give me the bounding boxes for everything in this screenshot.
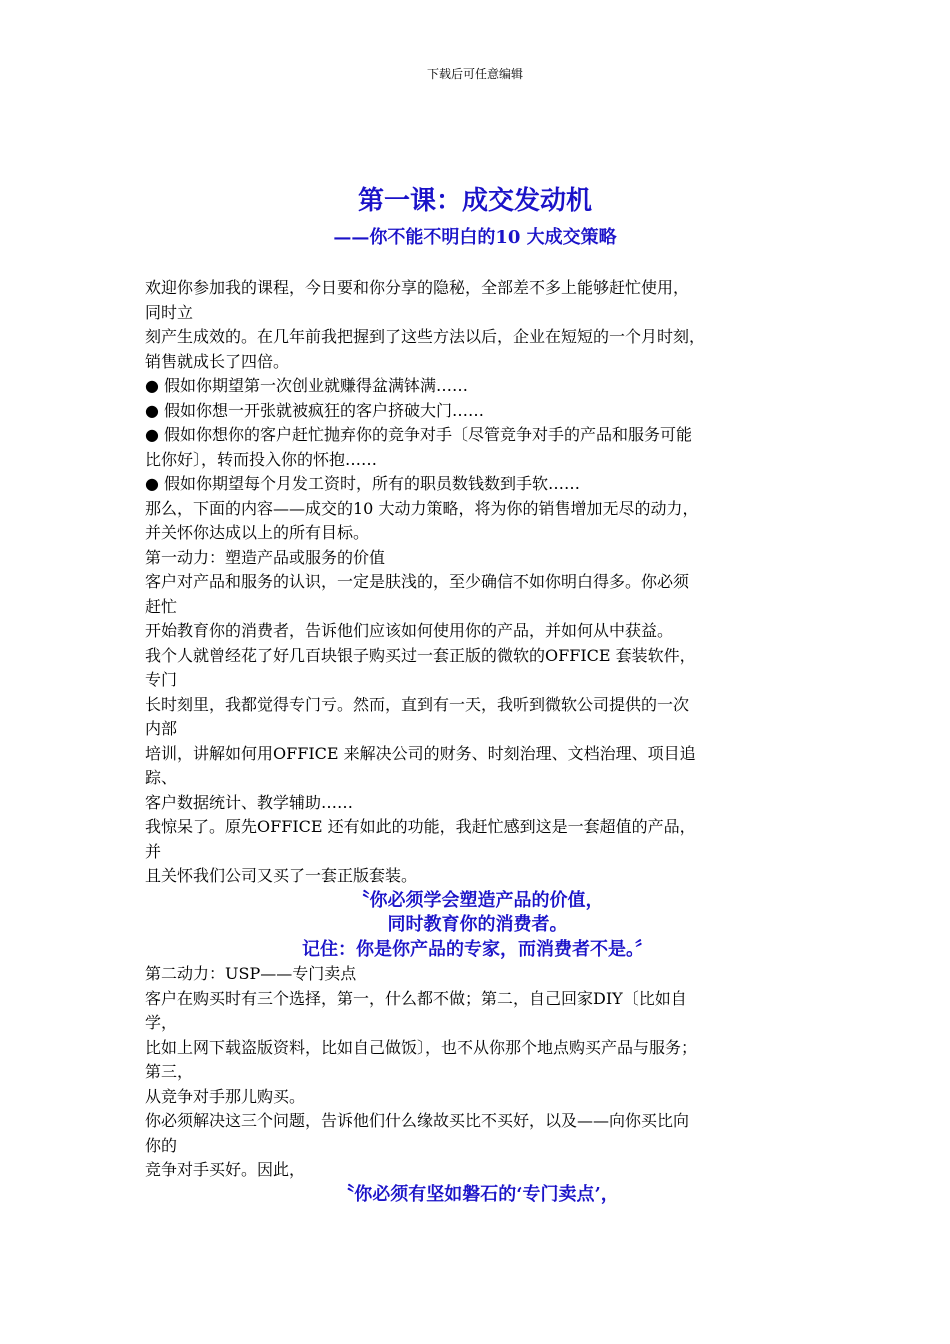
body-line: 销售就成长了四倍。 [145,351,290,371]
body-line: 赶忙 [145,596,178,616]
body-line: 开始教育你的消费者，告诉他们应该如何使用你的产品，并如何从中获益。 [145,621,674,640]
body-line: 你必须解决这三个问题，告诉他们什么缘故买比不买好，以及——向你买比向 [145,1111,690,1130]
body-line: 我个人就曾经花了好几百块银子购买过一套正版的微软的OFFICE 套装软件， [145,645,696,665]
body-line: ● 假如你想一开张就被疯狂的客户挤破大门…… [145,400,485,420]
page-title: 第一课：成交发动机 [357,186,592,216]
highlight-quote-line: 同时教育你的消费者。 [387,914,568,935]
page-header-note: 下载后可任意编辑 [426,67,523,81]
body-line: 同时立 [145,302,194,322]
body-line: 长时刻里，我都觉得专门亏。然而，直到有一天，我听到微软公司提供的一次 [145,694,690,714]
body-line: 比你好〕，转而投入你的怀抱…… [145,449,378,469]
body-line: 且关怀我们公司又买了一套正版套装。 [145,866,418,885]
body-line: ● 假如你期望每个月发工资时，所有的职员数钱数到手软…… [145,474,581,493]
body-line: ● 假如你想你的客户赶忙抛弃你的竞争对手〔尽管竞争对手的产品和服务可能 [145,425,693,444]
body-line: 第一动力：塑造产品或服务的价值 [145,547,386,567]
body-line: 并 [145,841,162,861]
body-line: 从竞争对手那儿购买。 [145,1086,306,1106]
body-line: 第三， [145,1062,194,1081]
body-line: 专门 [145,670,178,689]
body-line: 比如上网下载盗版资料，比如自己做饭〕，也不从你那个地点购买产品与服务； [145,1037,698,1057]
body-line: 客户在购买时有三个选择，第一，什么都不做；第二，自己回家DIY〔比如自 [145,988,687,1008]
body-line: 竞争对手买好。因此， [145,1160,306,1179]
body-line: 欢迎你参加我的课程，今日要和你分享的隐秘，全部差不多上能够赶忙使用， [145,278,690,297]
body-line: 那么，下面的内容——成交的10 大动力策略，将为你的销售增加无尽的动力， [145,498,699,518]
highlight-quote-line: 〝你必须有坚如磐石的‘专门卖点’， [336,1183,619,1205]
body-line: 客户对产品和服务的认识，一定是肤浅的，至少确信不如你明白得多。你必须 [145,572,690,591]
body-line: 并关怀你达成以上的所有目标。 [145,523,370,542]
highlight-quote-line: 记住：你是你产品的专家，而消费者不是。〞 [302,938,653,960]
body-line: 刻产生成效的。在几年前我把握到了这些方法以后，企业在短短的一个月时刻， [145,327,706,346]
body-line: 内部 [145,719,178,738]
body-line: 踪、 [145,768,178,787]
body-text [145,276,810,1207]
body-line: ● 假如你期望第一次创业就赚得盆满钵满…… [145,376,469,395]
body-line: 学， [145,1013,178,1032]
body-line: 客户数据统计、教学辅助…… [145,792,354,812]
body-line: 第二动力：USP——专门卖点 [145,964,357,983]
body-line: 你的 [145,1135,178,1155]
page-subtitle: ——你不能不明白的10 大成交策略 [333,227,617,248]
body-line: 培训，讲解如何用OFFICE 来解决公司的财务、时刻治理、文档治理、项目追 [145,743,696,763]
body-line: 我惊呆了。原先OFFICE 还有如此的功能，我赶忙感到这是一套超值的产品， [145,817,696,836]
highlight-quote-line: 〝你必须学会塑造产品的价值， [351,889,604,911]
